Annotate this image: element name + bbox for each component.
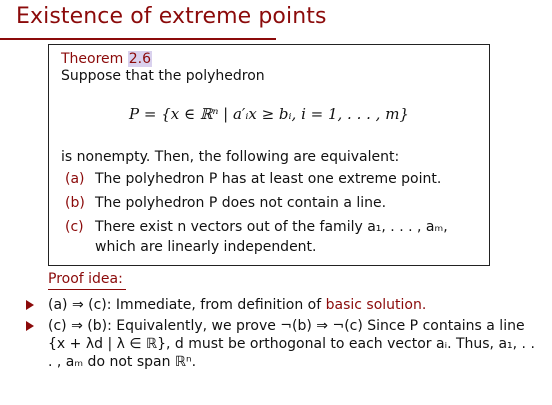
theorem-conclusion: is nonempty. Then, the following are equivalent: [61,149,400,165]
item-label: (b) [65,195,85,211]
polyhedron-formula: P = {x ∈ ℝⁿ | a′ᵢx ≥ bᵢ, i = 1, . . . , m} [129,105,409,123]
slide-title: Existence of extreme points [16,4,327,29]
theorem-box [48,44,490,266]
basic-solution-link[interactable]: basic solution. [325,297,427,313]
item-text: The polyhedron P does not contain a line. [95,195,387,211]
item-label: (a) [65,171,85,187]
list-item [65,217,485,257]
theorem-number[interactable]: 2.6 [128,51,152,67]
proof-bullets [20,296,540,374]
bullet-lead: (c) ⇒ (b): Equivalently, we prove ¬(b) ⇒ ¬(c) Since P contains a line {x + λd | λ ∈ ℝ}, d must be orthogonal to each vector aᵢ. Thus, a₁, . . . , aₘ do not span ℝⁿ. [48,318,535,370]
list-item [65,169,485,189]
theorem-heading [61,51,152,67]
theorem-label: Theorem [61,51,124,67]
theorem-intro: Suppose that the polyhedron [61,68,265,84]
bullet-triangle-icon [26,321,34,331]
proof-bullet [20,296,540,314]
equivalence-list [65,169,485,261]
item-text: The polyhedron P has at least one extreme point. [95,171,442,187]
bullet-triangle-icon [26,300,34,310]
title-underline [0,38,276,40]
proof-underline [48,289,126,290]
proof-heading: Proof idea: [48,271,123,287]
bullet-lead: (a) ⇒ (c): Immediate, from definition of [48,297,322,313]
item-label: (c) [65,219,84,235]
list-item [65,193,485,213]
proof-bullet [20,317,540,371]
item-text: There exist n vectors out of the family a₁, . . . , aₘ, which are linearly independent. [95,219,448,255]
